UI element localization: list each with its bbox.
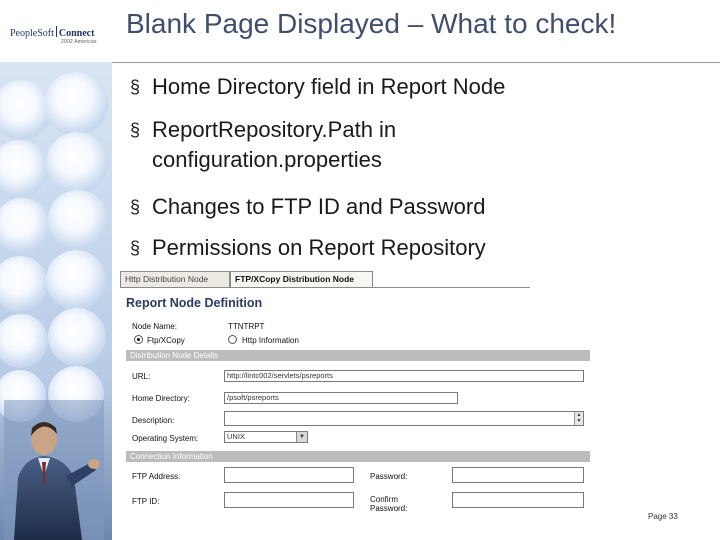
decorative-sidebar <box>0 0 112 540</box>
node-name-value: TTNTRPT <box>228 322 265 331</box>
decorative-disc <box>48 190 108 250</box>
radio-ftp-xcopy-label: Ftp/XCopy <box>147 336 185 345</box>
home-directory-label: Home Directory: <box>132 394 190 403</box>
url-label: URL: <box>132 372 151 381</box>
description-textarea[interactable] <box>224 411 584 426</box>
home-directory-input[interactable]: /psoft/psreports <box>224 392 458 404</box>
operating-system-label: Operating System: <box>132 434 199 443</box>
url-input[interactable]: http://lintc002/servlets/psreports <box>224 370 584 382</box>
bullet-text: ReportRepository.Path in <box>152 117 397 142</box>
decorative-disc <box>44 72 108 136</box>
logo-part-connect: Connect <box>58 28 95 39</box>
radio-http-information-label: Http Information <box>242 336 299 345</box>
peoplesoft-connect-logo <box>10 26 94 39</box>
bullet-text: Permissions on Report Repository <box>152 235 486 260</box>
tab-divider <box>120 287 530 288</box>
radio-http-information[interactable] <box>228 335 237 344</box>
operating-system-select[interactable] <box>224 431 308 443</box>
decorative-disc <box>0 314 48 368</box>
slide-title: Blank Page Displayed – What to check! <box>126 8 617 39</box>
bullet-item <box>130 116 690 172</box>
description-scrollbar[interactable]: ▲ ▼ <box>574 412 583 425</box>
connection-information-header: Connection Information <box>126 451 590 462</box>
chevron-down-icon: ▼ <box>296 432 307 442</box>
decorative-disc <box>0 198 50 254</box>
confirm-password-label: Confirm Password: <box>370 495 408 513</box>
confirm-password-input[interactable] <box>452 492 584 508</box>
decorative-disc <box>46 250 106 310</box>
distribution-node-details-header: Distribution Node Details <box>126 350 590 361</box>
report-node-screenshot <box>112 267 590 525</box>
decorative-disc <box>46 132 108 194</box>
tab-ftp-xcopy-distribution-node[interactable]: FTP/XCopy Distribution Node <box>230 271 373 287</box>
decorative-disc <box>0 256 48 312</box>
bullet-text-continued: configuration.properties <box>152 147 382 172</box>
logo-area <box>0 0 112 62</box>
decorative-disc <box>48 308 106 366</box>
ftp-id-label: FTP ID: <box>132 497 160 506</box>
title-divider <box>112 62 720 63</box>
password-input[interactable] <box>452 467 584 483</box>
ftp-id-input[interactable] <box>224 492 354 508</box>
bullet-marker: § <box>130 77 141 97</box>
bullet-text: Home Directory field in Report Node <box>152 74 506 99</box>
bullet-item <box>130 73 690 101</box>
description-label: Description: <box>132 416 175 425</box>
bullet-item <box>130 234 690 262</box>
operating-system-value: UNIX <box>227 432 245 441</box>
password-label: Password: <box>370 472 408 481</box>
logo-subtitle: 2002 Americas <box>61 39 97 45</box>
decorative-disc <box>0 140 48 198</box>
bullet-marker: § <box>130 238 141 258</box>
node-name-label: Node Name: <box>132 322 177 331</box>
bullet-marker: § <box>130 120 141 140</box>
bullet-item <box>130 193 690 221</box>
businessman-photo <box>4 400 104 540</box>
ftp-address-input[interactable] <box>224 467 354 483</box>
bullet-marker: § <box>130 197 141 217</box>
page-heading: Report Node Definition <box>126 296 263 310</box>
tab-http-distribution-node[interactable]: Http Distribution Node <box>120 271 230 287</box>
page-number: Page 33 <box>648 512 678 521</box>
bullet-text: Changes to FTP ID and Password <box>152 194 486 219</box>
logo-part-peoplesoft: PeopleSoft <box>10 28 54 39</box>
ftp-address-label: FTP Address: <box>132 472 181 481</box>
radio-ftp-xcopy[interactable] <box>134 335 143 344</box>
